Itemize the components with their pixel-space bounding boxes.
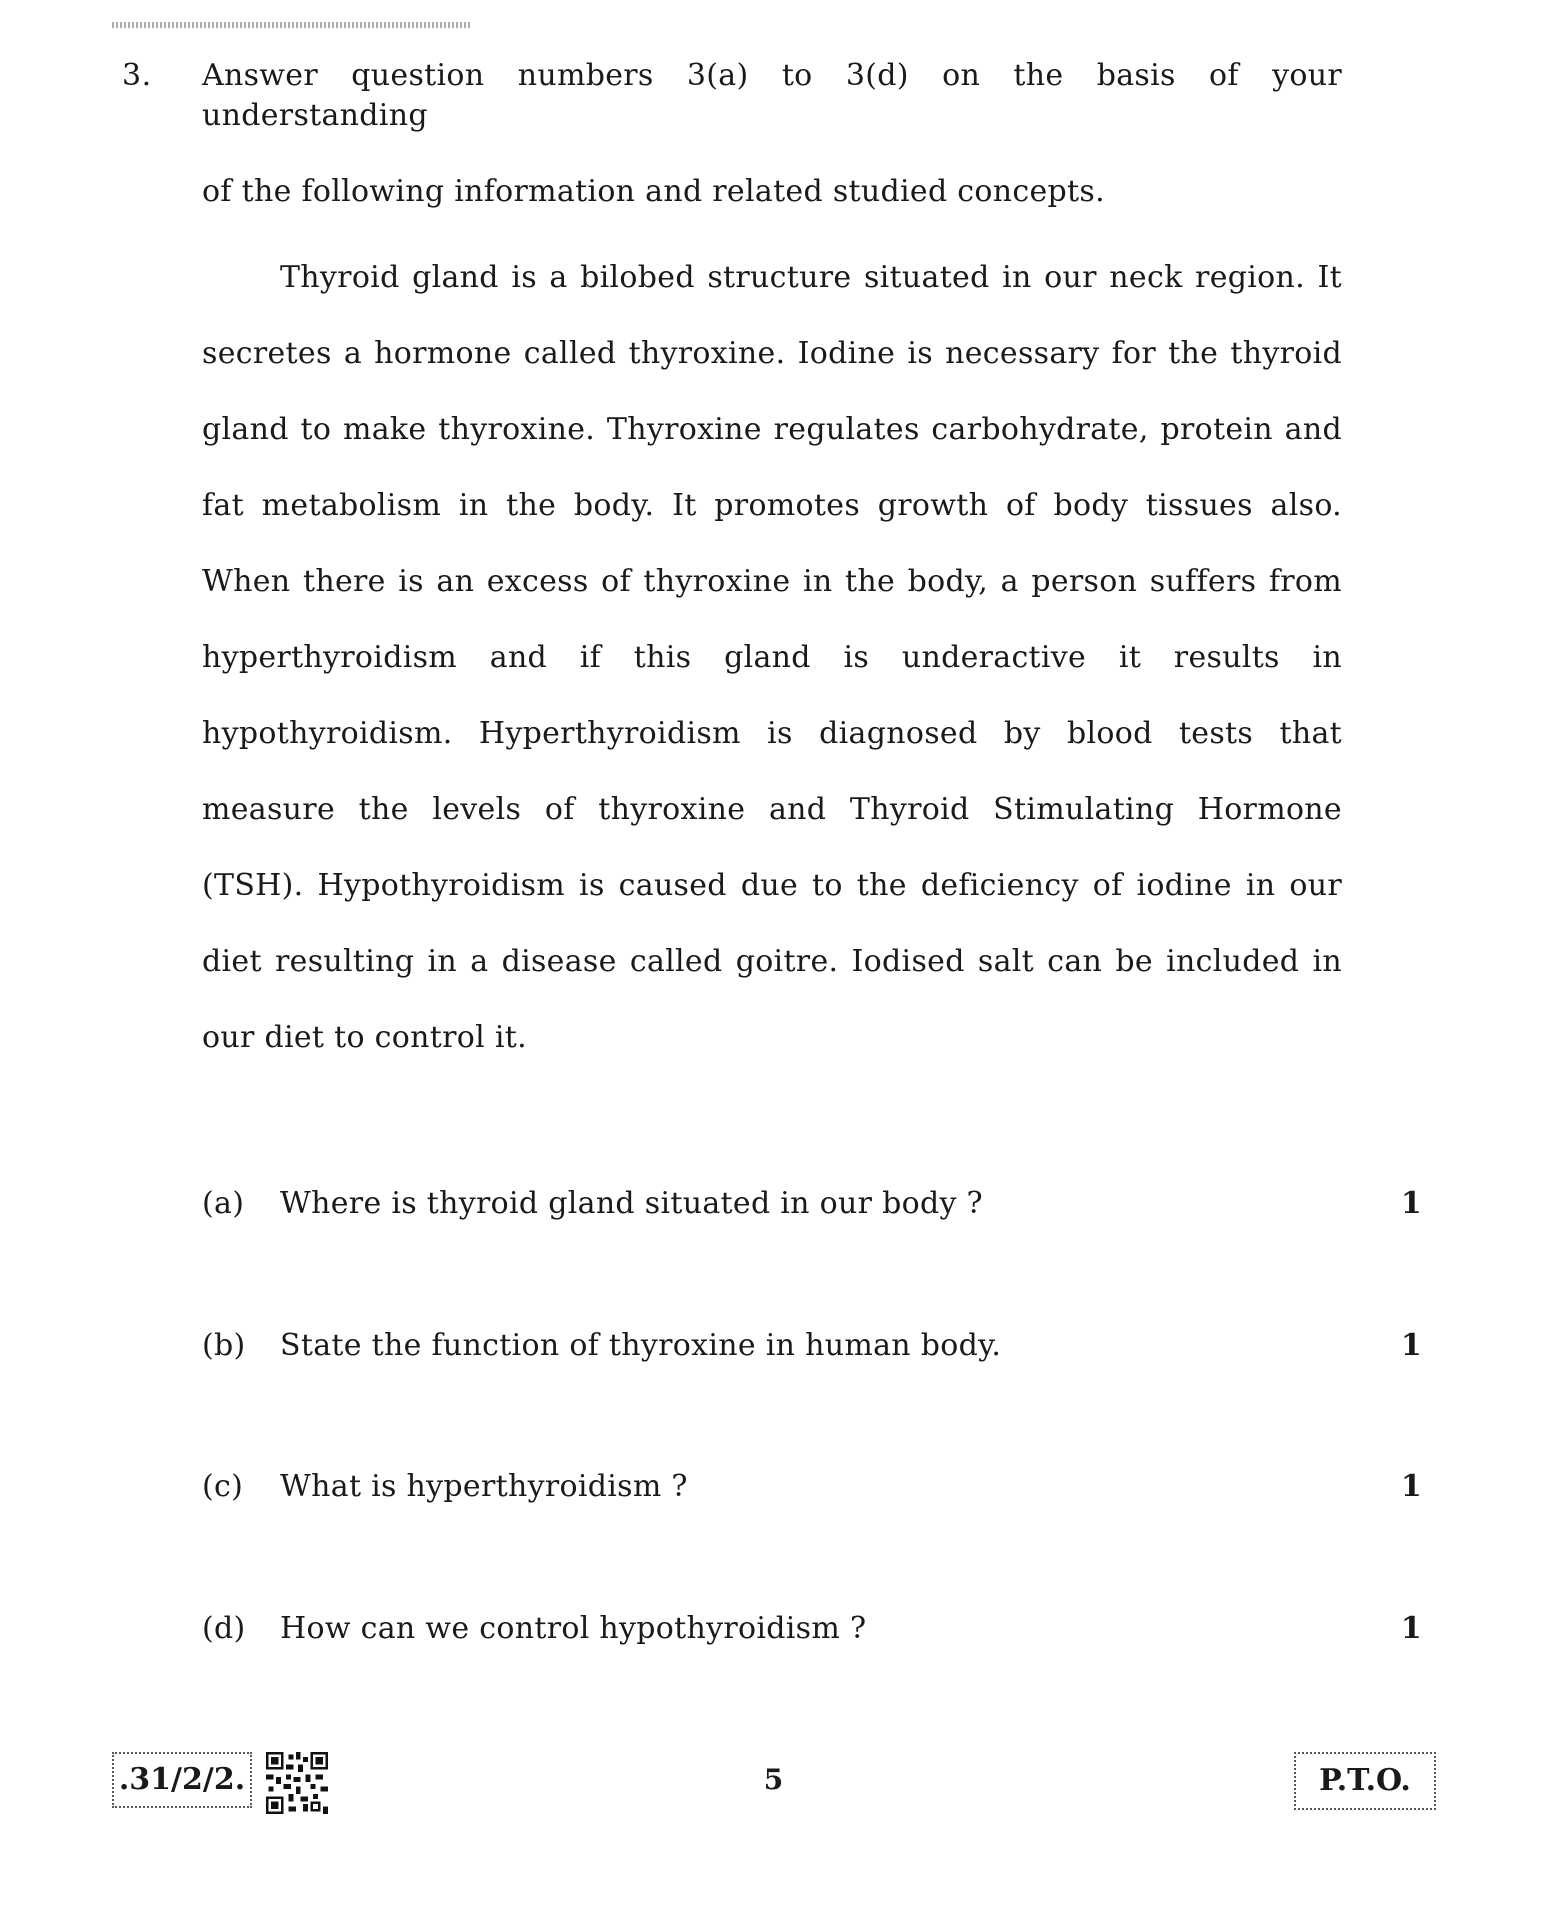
subquestion-marks: 1 — [1400, 1611, 1422, 1646]
question-instructions — [202, 56, 1342, 212]
subquestion-d — [202, 1609, 1422, 1649]
subquestion-label: (d) — [202, 1611, 246, 1646]
subquestion-label: (a) — [202, 1186, 245, 1221]
question-instructions-line-2: of the following information and related studied concepts. — [202, 174, 1105, 209]
subquestion-text: Where is thyroid gland situated in our body ? — [280, 1186, 983, 1221]
paper-code-box: .31/2/2. — [112, 1752, 252, 1808]
question-instructions-line-1: Answer question numbers 3(a) to 3(d) on the basis of your understanding — [202, 58, 1342, 133]
question-number: 3. — [122, 58, 152, 93]
subquestion-marks: 1 — [1400, 1186, 1422, 1221]
subquestion-text: How can we control hypothyroidism ? — [280, 1611, 867, 1646]
header-barcode-strip — [112, 22, 472, 28]
subquestion-text: State the function of thyroxine in human body. — [280, 1328, 1002, 1363]
subquestion-label: (b) — [202, 1328, 246, 1363]
subquestion-c — [202, 1467, 1422, 1507]
pto-box: P.T.O. — [1294, 1752, 1436, 1810]
page-number: 5 — [763, 1763, 784, 1796]
subquestion-b — [202, 1326, 1422, 1366]
subquestion-label: (c) — [202, 1469, 244, 1504]
subquestion-a — [202, 1184, 1422, 1224]
subquestion-text: What is hyperthyroidism ? — [280, 1469, 688, 1504]
passage-text: Thyroid gland is a bilobed structure situated in our neck region. It secretes a hormone called thyroxine. Iodine is necessary for the thyroid gland to make thyroxine. Thyroxine regulates carbohydrate, protein and fat metabolism in the body. It promotes growth of body tissues also. When there is an excess of thyroxine in the body, a person suffers from hyperthyroidism and if this gland is underactive it results in hypothyroidism. Hyperthyroidism is diagnosed by blood tests that measure the levels of thyroxine and Thyroid Stimulating Hormone (TSH). Hypothyroidism is caused due to the deficiency of iodine in our diet resulting in a disease called goitre. Iodised salt can be included in our diet to control it. — [202, 260, 1342, 1055]
subquestion-marks: 1 — [1400, 1469, 1422, 1504]
subquestion-marks: 1 — [1400, 1328, 1422, 1363]
